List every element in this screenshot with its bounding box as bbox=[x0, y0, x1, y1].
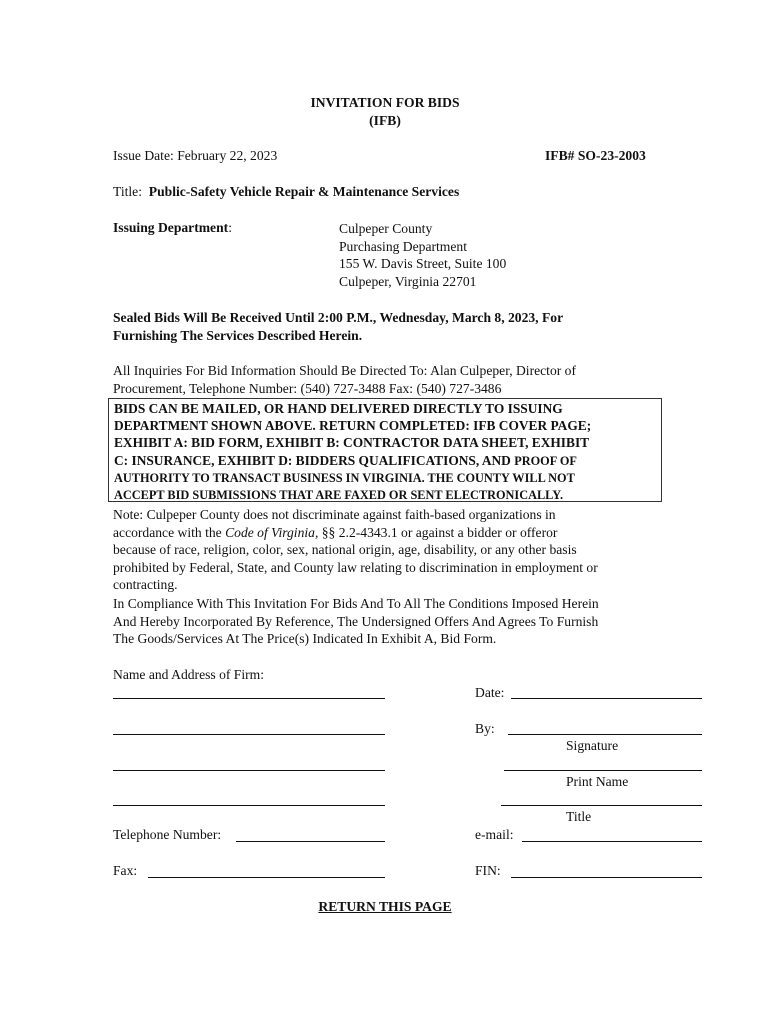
by-label: By: bbox=[475, 721, 495, 736]
ifb-number: IFB# SO-23-2003 bbox=[545, 148, 646, 163]
address-line: 155 W. Davis Street, Suite 100 bbox=[339, 256, 507, 272]
telephone-label: Telephone Number: bbox=[113, 827, 222, 842]
issue-date-label: Issue Date: bbox=[113, 148, 174, 163]
firm-address-line-4[interactable] bbox=[113, 805, 385, 806]
fin-field[interactable] bbox=[511, 877, 702, 878]
firm-address-line-2[interactable] bbox=[113, 734, 385, 735]
title-row bbox=[113, 184, 459, 200]
issue-date bbox=[113, 148, 277, 164]
document-subtitle: (IFB) bbox=[369, 113, 401, 128]
issuing-department-label: Issuing Department: bbox=[113, 220, 232, 235]
print-name-caption: Print Name bbox=[566, 774, 629, 789]
title-field[interactable] bbox=[501, 805, 702, 806]
firm-name-address-label: Name and Address of Firm: bbox=[113, 667, 265, 682]
fax-field[interactable] bbox=[148, 877, 385, 878]
return-this-page: RETURN THIS PAGE bbox=[318, 899, 452, 914]
fax-label: Fax: bbox=[113, 863, 138, 878]
title-label: Title: bbox=[113, 184, 142, 199]
telephone-field[interactable] bbox=[236, 841, 385, 842]
address-line: Purchasing Department bbox=[339, 238, 467, 254]
address-line: Culpeper County bbox=[339, 221, 433, 236]
compliance-paragraph: In Compliance With This Invitation For Bids And To All The Conditions Imposed Herein And Hereby Incorporated By Reference, The Undersigned Offers And Agrees To Furnish The Goods/Services At The Price(s) Indicated In Exhibit A, Bid Form. bbox=[113, 596, 599, 647]
inquiries-paragraph: All Inquiries For Bid Information Should Be Directed To: Alan Culpeper, Director of Procurement, Telephone Number: (540) 727-3488 Fax: (540) 727-3486 bbox=[113, 363, 576, 396]
issue-date-value: February 22, 2023 bbox=[177, 148, 278, 163]
submission-notice-box: BIDS CAN BE MAILED, OR HAND DELIVERED DIRECTLY TO ISSUING DEPARTMENT SHOWN ABOVE. RETURN COMPLETED: IFB COVER PAGE; EXHIBIT A: BID FORM, EXHIBIT B: CONTRACTOR DATA SHEET, EXHIBIT C: INSURANCE, EXHIBIT D: BIDDERS QUALIFICATIONS, AND PROOF OF AUTHORITY TO TRANSACT BUSINESS IN VIRGINIA. THE COUNTY WILL NOT ACCEPT BID SUBMISSIONS THAT ARE FAXED OR SENT ELECTRONICALLY. bbox=[108, 398, 662, 502]
firm-address-line-3[interactable] bbox=[113, 770, 385, 771]
title-caption: Title bbox=[566, 809, 592, 824]
date-field[interactable] bbox=[511, 698, 702, 699]
non-discrimination-note: Note: Culpeper County does not discriminate against faith-based organizations in accordance with the Code of Virginia, §§ 2.2-4343.1 or against a bidder or offeror because of race, religion, color, sex, national origin, age, disability, or any other basis prohibited by Federal, State, and County law relating to discrimination in employment or contracting. bbox=[113, 507, 598, 593]
fin-label: FIN: bbox=[475, 863, 501, 878]
title-value: Public-Safety Vehicle Repair & Maintenance Services bbox=[148, 184, 460, 199]
signature-caption: Signature bbox=[566, 738, 619, 753]
issuing-address bbox=[339, 220, 506, 290]
sealed-bids-notice: Sealed Bids Will Be Received Until 2:00 P.M., Wednesday, March 8, 2023, For Furnishing The Services Described Herein. bbox=[113, 310, 564, 343]
email-field[interactable] bbox=[522, 841, 702, 842]
address-line: Culpeper, Virginia 22701 bbox=[339, 273, 477, 289]
firm-address-line-1[interactable] bbox=[113, 698, 385, 699]
date-label: Date: bbox=[475, 685, 505, 700]
print-name-field[interactable] bbox=[504, 770, 702, 771]
document-title: INVITATION FOR BIDS bbox=[310, 95, 460, 110]
by-field[interactable] bbox=[508, 734, 702, 735]
email-label: e-mail: bbox=[475, 827, 514, 842]
